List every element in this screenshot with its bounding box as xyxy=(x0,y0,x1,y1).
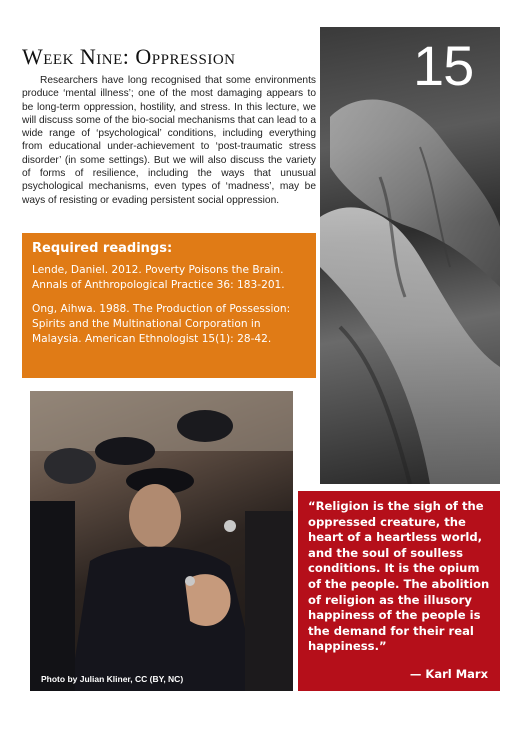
quote-box xyxy=(298,491,500,691)
lecture-number: 15 xyxy=(413,34,474,97)
required-readings-box xyxy=(22,233,316,378)
police-photo xyxy=(30,391,293,691)
quote-text: “Religion is the sigh of the oppressed creature, the heart of a heartless world, and the soul of soulless conditions. It is the opium of the people. The abolition of religion as the illusory happiness of the people is the demand for their real happiness.” xyxy=(308,499,490,654)
hands-photo xyxy=(320,27,500,484)
readings-title: Required readings: xyxy=(32,241,173,256)
intro-paragraph: Researchers have long recognised that some environments produce ‘mental illness’; one of the most damaging appears to be long-term oppression, hostility, and stress. In this lecture, we will discuss some of the bio-social mechanisms that can lead to a wide range of ‘psychological’ conditions, including everything from educational under-achievement to ‘post-traumatic stress disorder’ (in some settings). But we will also discuss the variety of forms of resilience, including the ways that unusual psychological mechanisms, even types of ‘madness’, may be ways of resisting or evading persistent social oppression. xyxy=(22,75,316,206)
reading-item: Ong, Aihwa. 1988. The Production of Possession: Spirits and the Multinational Corporation in Malaysia. American Ethnologist 15(1): 28-42. xyxy=(32,303,291,345)
reading-item: Lende, Daniel. 2012. Poverty Poisons the Brain. Annals of Anthropological Practice 36: 183-201. xyxy=(32,264,285,291)
police-illustration xyxy=(30,391,293,691)
page-title: Week Nine: Oppression xyxy=(22,44,236,69)
quote-author: — Karl Marx xyxy=(409,667,488,681)
photo-credit: Photo by Julian Kliner, CC (BY, NC) xyxy=(41,674,184,684)
